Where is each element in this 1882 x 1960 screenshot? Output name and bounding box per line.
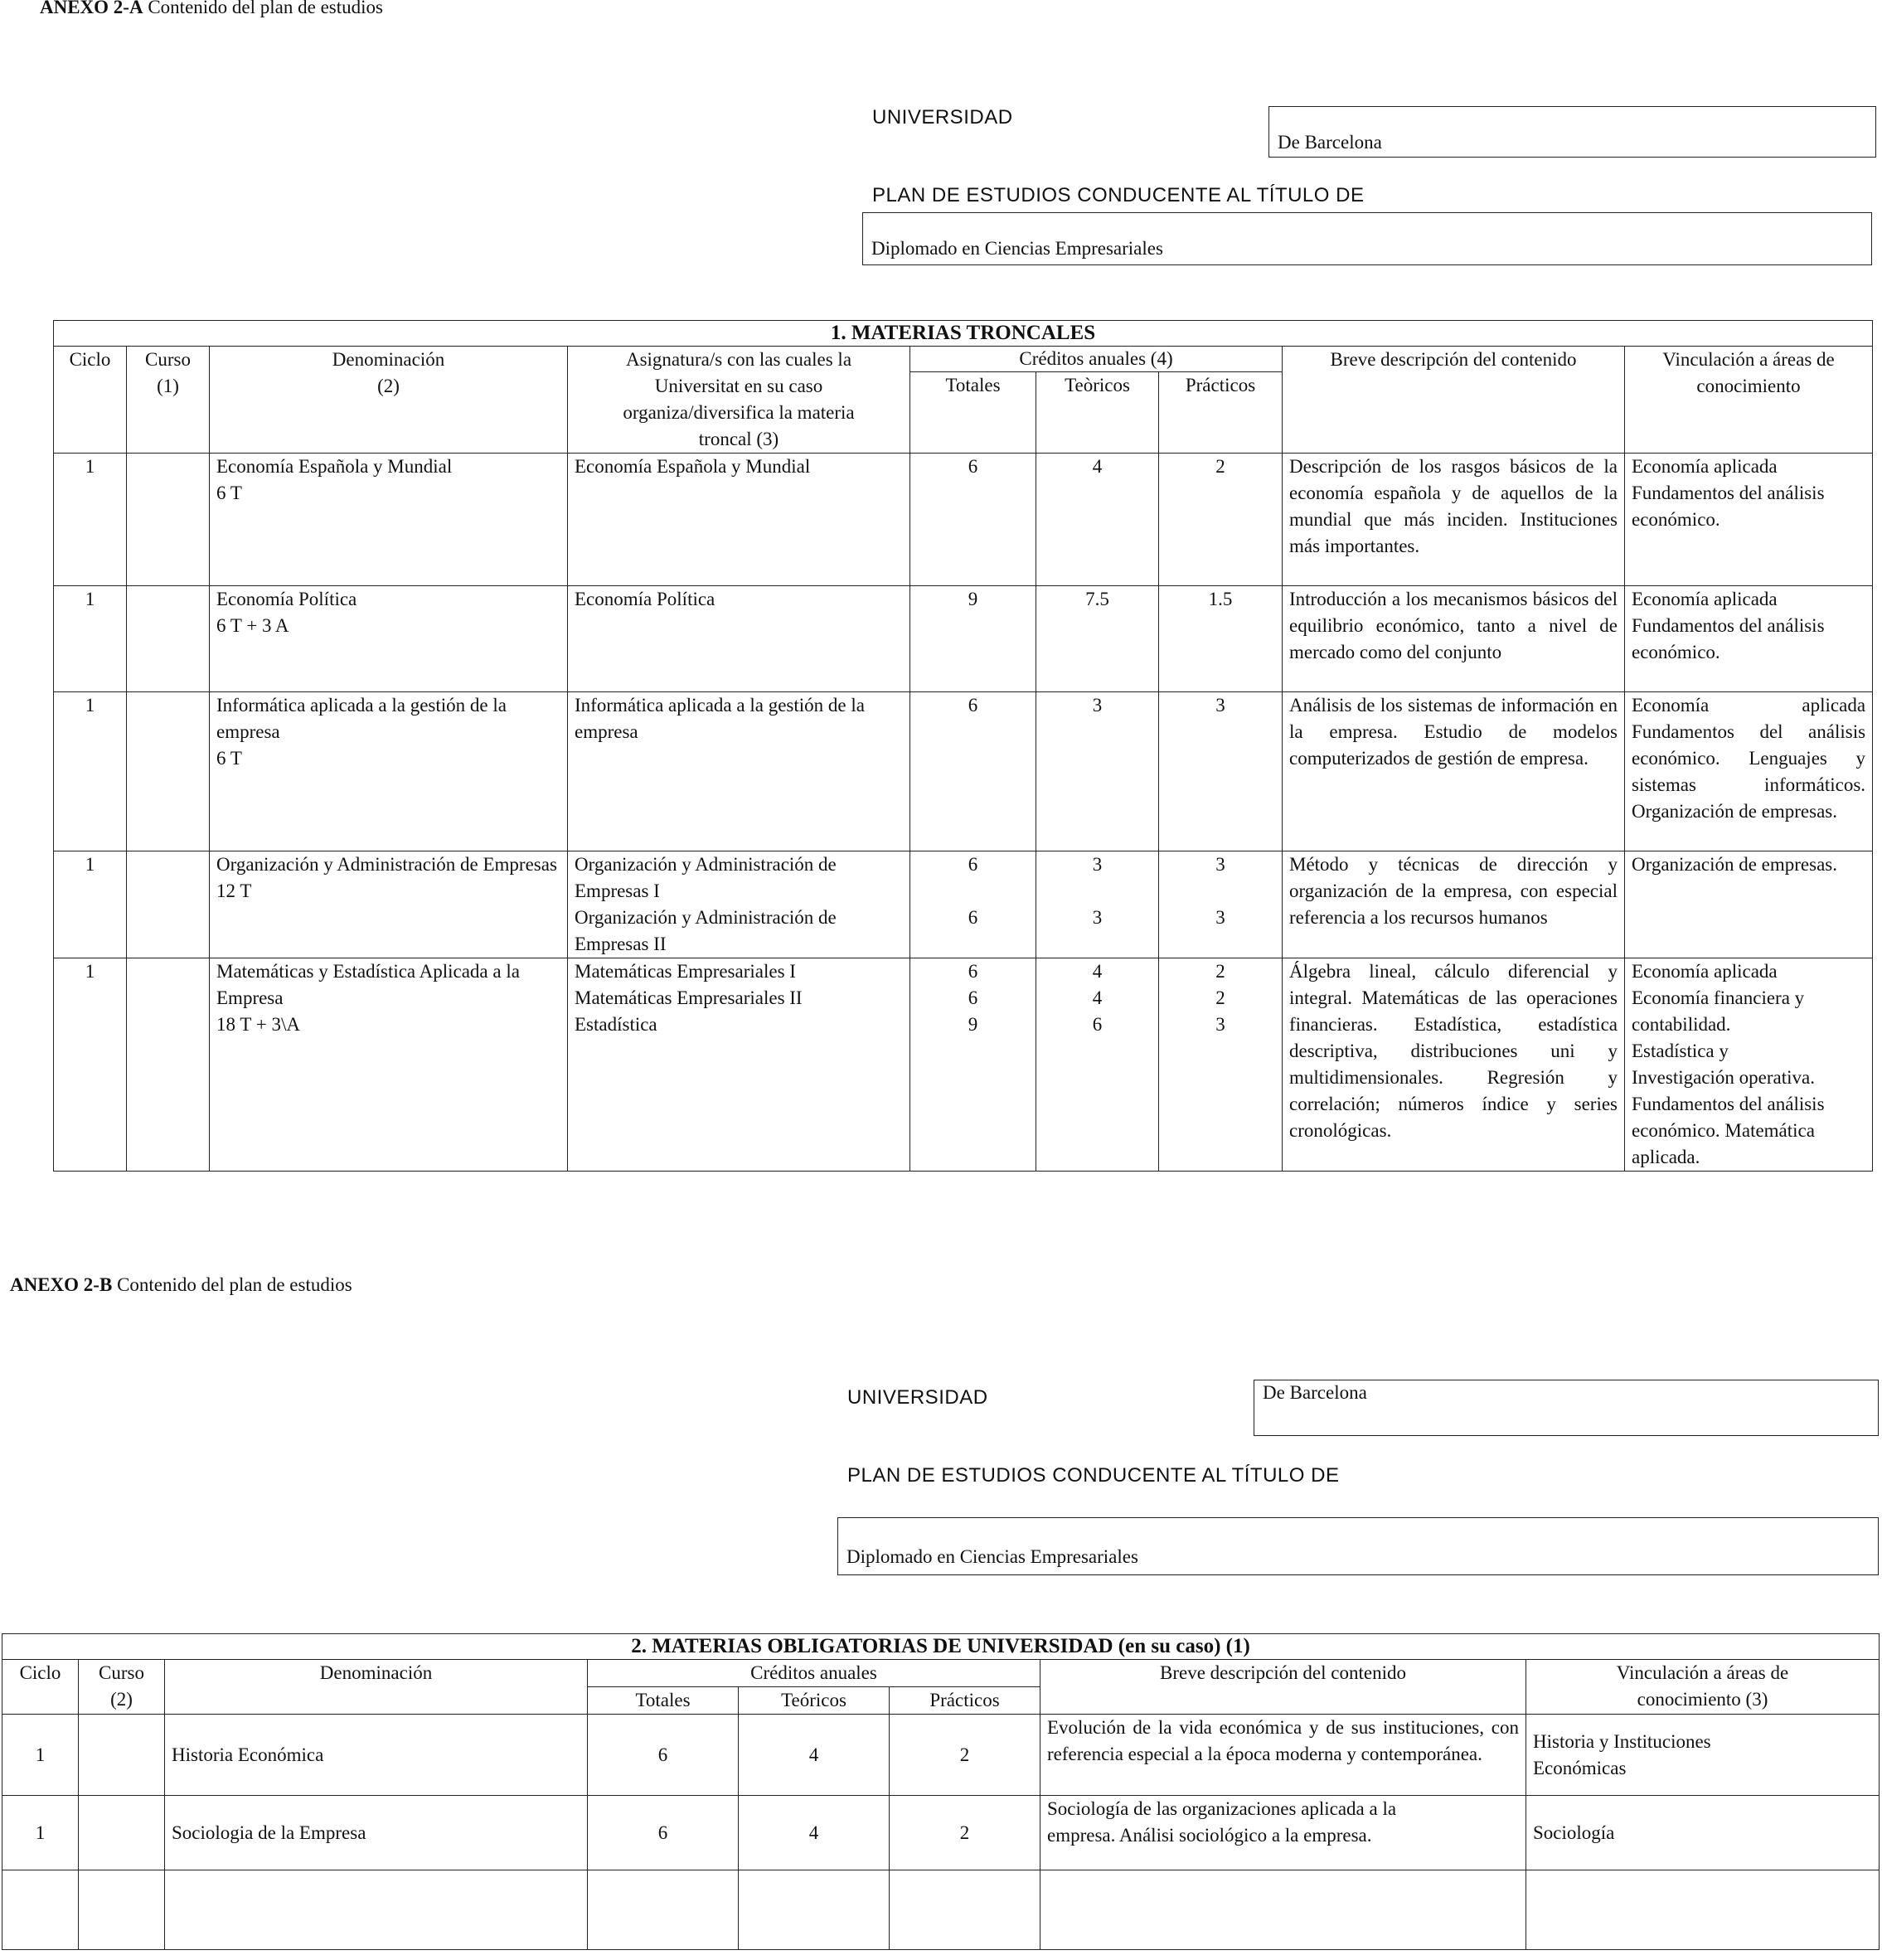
header-vinculacion: Vinculación a áreas de conocimiento (3) — [1526, 1660, 1880, 1715]
practicos-cell: 2 — [890, 1715, 1040, 1796]
curso-cell — [127, 692, 210, 851]
curso-cell — [79, 1715, 165, 1796]
universidad-value-b: De Barcelona — [1263, 1382, 1367, 1403]
teoricos-cell: 4 — [1036, 454, 1159, 586]
empty-cell — [1040, 1870, 1526, 1950]
teoricos-cell: 4 — [739, 1796, 890, 1870]
header-denominacion: Denominación — [165, 1660, 588, 1715]
annex-a-subtitle: Contenido del plan de estudios — [143, 0, 383, 17]
descripcion-cell: Sociología de las organizaciones aplicada a la empresa. Análisi sociológico a la empresa. — [1040, 1796, 1526, 1870]
header-totales: Totales — [910, 372, 1036, 454]
table-row — [54, 692, 1873, 851]
header-practicos: Prácticos — [1159, 372, 1283, 454]
vinculacion-cell: Economía aplicada Fundamentos del análisis económico. Lenguajes y sistemas informáticos. Organización de empresas. — [1625, 692, 1873, 851]
vinculacion-cell: Historia y Instituciones Económicas — [1526, 1715, 1880, 1796]
universidad-label-a: UNIVERSIDAD — [872, 106, 1013, 129]
asignatura-cell: Organización y Administración de Empresas I Organización y Administración de Empresas II — [568, 851, 910, 958]
vinculacion-cell: Sociología — [1526, 1796, 1880, 1870]
vinculacion-cell: Economía aplicada Fundamentos del análisis económico. — [1625, 454, 1873, 586]
header-teoricos: Teóricos — [739, 1687, 890, 1715]
practicos-cell: 2 2 3 — [1159, 958, 1283, 1172]
universidad-field-b — [1254, 1380, 1879, 1436]
materias-obligatorias-table — [2, 1633, 1880, 1950]
descripcion-cell: Evolución de la vida económica y de sus instituciones, con referencia especial a la época moderna y contemporánea. — [1040, 1715, 1526, 1796]
empty-cell — [2, 1870, 79, 1950]
plan-label-b: PLAN DE ESTUDIOS CONDUCENTE AL TÍTULO DE — [847, 1464, 1340, 1487]
empty-cell — [588, 1870, 739, 1950]
curso-cell — [127, 454, 210, 586]
empty-cell — [1526, 1870, 1880, 1950]
header-asignatura: Asignatura/s con las cuales la Universitat en su caso organiza/diversifica la materia troncal (3) — [568, 347, 910, 454]
teoricos-cell: 3 3 — [1036, 851, 1159, 958]
table-row — [2, 1796, 1880, 1870]
header-descripcion: Breve descripción del contenido — [1040, 1660, 1526, 1715]
header-denominacion: Denominación (2) — [210, 347, 568, 454]
practicos-cell: 2 — [1159, 454, 1283, 586]
totales-cell: 6 6 — [910, 851, 1036, 958]
annex-b-label: ANEXO 2-B — [10, 1274, 113, 1295]
ciclo-cell: 1 — [54, 454, 127, 586]
totales-cell: 9 — [910, 586, 1036, 692]
asignatura-cell: Economía Española y Mundial — [568, 454, 910, 586]
plan-label-a: PLAN DE ESTUDIOS CONDUCENTE AL TÍTULO DE — [872, 184, 1365, 206]
plan-value-b: Diplomado en Ciencias Empresariales — [846, 1546, 1138, 1567]
universidad-label-b: UNIVERSIDAD — [847, 1386, 988, 1409]
header-creditos: Créditos anuales — [588, 1660, 1040, 1687]
header-creditos: Créditos anuales (4) — [910, 347, 1283, 372]
curso-cell — [127, 958, 210, 1172]
vinculacion-cell: Economía aplicada Fundamentos del análisis económico. — [1625, 586, 1873, 692]
descripcion-cell: Análisis de los sistemas de información en la empresa. Estudio de modelos computerizados de gestión de empresa. — [1283, 692, 1625, 851]
totales-cell: 6 — [588, 1796, 739, 1870]
descripcion-cell: Descripción de los rasgos básicos de la economía española y de aquellos de la mundial que más inciden. Instituciones más importantes. — [1283, 454, 1625, 586]
table2-banner: 2. MATERIAS OBLIGATORIAS DE UNIVERSIDAD (en su caso) (1) — [2, 1634, 1880, 1660]
annex-b-subtitle: Contenido del plan de estudios — [112, 1274, 352, 1295]
totales-cell: 6 — [910, 454, 1036, 586]
teoricos-cell: 7.5 — [1036, 586, 1159, 692]
header-ciclo: Ciclo — [2, 1660, 79, 1715]
plan-value-a: Diplomado en Ciencias Empresariales — [871, 238, 1163, 259]
curso-cell — [79, 1796, 165, 1870]
header-practicos: Prácticos — [890, 1687, 1040, 1715]
ciclo-cell: 1 — [2, 1715, 79, 1796]
header-descripcion: Breve descripción del contenido — [1283, 347, 1625, 454]
denominacion-cell: Sociologia de la Empresa — [165, 1796, 588, 1870]
empty-cell — [739, 1870, 890, 1950]
totales-cell: 6 — [588, 1715, 739, 1796]
ciclo-cell: 1 — [54, 958, 127, 1172]
ciclo-cell: 1 — [54, 586, 127, 692]
table-row — [54, 586, 1873, 692]
table-row — [2, 1715, 1880, 1796]
vinculacion-cell: Economía aplicada Economía financiera y contabilidad. Estadística y Investigación operativa. Fundamentos del análisis económico. Matemática aplicada. — [1625, 958, 1873, 1172]
asignatura-cell: Informática aplicada a la gestión de la empresa — [568, 692, 910, 851]
descripcion-cell: Método y técnicas de dirección y organización de la empresa, con especial referencia a los recursos humanos — [1283, 851, 1625, 958]
asignatura-cell: Matemáticas Empresariales I Matemáticas Empresariales II Estadística — [568, 958, 910, 1172]
table1-banner: 1. MATERIAS TRONCALES — [54, 321, 1873, 347]
curso-cell — [127, 586, 210, 692]
descripcion-cell: Introducción a los mecanismos básicos del equilibrio económico, tanto a nivel de mercado como del conjunto — [1283, 586, 1625, 692]
denominacion-cell: Organización y Administración de Empresas 12 T — [210, 851, 568, 958]
annex-a-label: ANEXO 2-A — [40, 0, 143, 17]
ciclo-cell: 1 — [54, 692, 127, 851]
teoricos-cell: 3 — [1036, 692, 1159, 851]
totales-cell: 6 6 9 — [910, 958, 1036, 1172]
denominacion-cell: Economía Española y Mundial 6 T — [210, 454, 568, 586]
header-curso: Curso (2) — [79, 1660, 165, 1715]
denominacion-cell: Historia Económica — [165, 1715, 588, 1796]
practicos-cell: 3 3 — [1159, 851, 1283, 958]
empty-cell — [890, 1870, 1040, 1950]
empty-cell — [165, 1870, 588, 1950]
denominacion-cell: Informática aplicada a la gestión de la empresa 6 T — [210, 692, 568, 851]
table-row — [54, 958, 1873, 1172]
header-teoricos: Teòricos — [1036, 372, 1159, 454]
practicos-cell: 3 — [1159, 692, 1283, 851]
denominacion-cell: Matemáticas y Estadística Aplicada a la Empresa 18 T + 3\A — [210, 958, 568, 1172]
teoricos-cell: 4 — [739, 1715, 890, 1796]
asignatura-cell: Economía Política — [568, 586, 910, 692]
totales-cell: 6 — [910, 692, 1036, 851]
ciclo-cell: 1 — [2, 1796, 79, 1870]
ciclo-cell: 1 — [54, 851, 127, 958]
teoricos-cell: 4 4 6 — [1036, 958, 1159, 1172]
materias-troncales-table — [53, 320, 1873, 1172]
practicos-cell: 1.5 — [1159, 586, 1283, 692]
header-totales: Totales — [588, 1687, 739, 1715]
universidad-field-a — [1268, 106, 1876, 158]
header-vinculacion: Vinculación a áreas de conocimiento — [1625, 347, 1873, 454]
descripcion-cell: Álgebra lineal, cálculo diferencial y integral. Matemáticas de las operaciones financieras. Estadística, estadística descriptiva, distribuciones uni y multidimensionales. Regresión y correlación; números índice y series cronológicas. — [1283, 958, 1625, 1172]
empty-cell — [79, 1870, 165, 1950]
universidad-value-a: De Barcelona — [1278, 132, 1382, 153]
header-ciclo: Ciclo — [54, 347, 127, 454]
header-curso: Curso (1) — [127, 347, 210, 454]
annex-b-heading — [10, 1274, 352, 1296]
practicos-cell: 2 — [890, 1796, 1040, 1870]
table-row-empty — [2, 1870, 1880, 1950]
annex-a-heading — [40, 0, 383, 18]
table1-banner-row — [54, 321, 1873, 347]
table2-header-row — [2, 1660, 1880, 1687]
denominacion-cell: Economía Política 6 T + 3 A — [210, 586, 568, 692]
table-row — [54, 454, 1873, 586]
plan-field-a — [862, 212, 1872, 265]
curso-cell — [127, 851, 210, 958]
table2-banner-row — [2, 1634, 1880, 1660]
vinculacion-cell: Organización de empresas. — [1625, 851, 1873, 958]
table1-header-row — [54, 347, 1873, 372]
table-row — [54, 851, 1873, 958]
plan-field-b — [837, 1517, 1879, 1575]
